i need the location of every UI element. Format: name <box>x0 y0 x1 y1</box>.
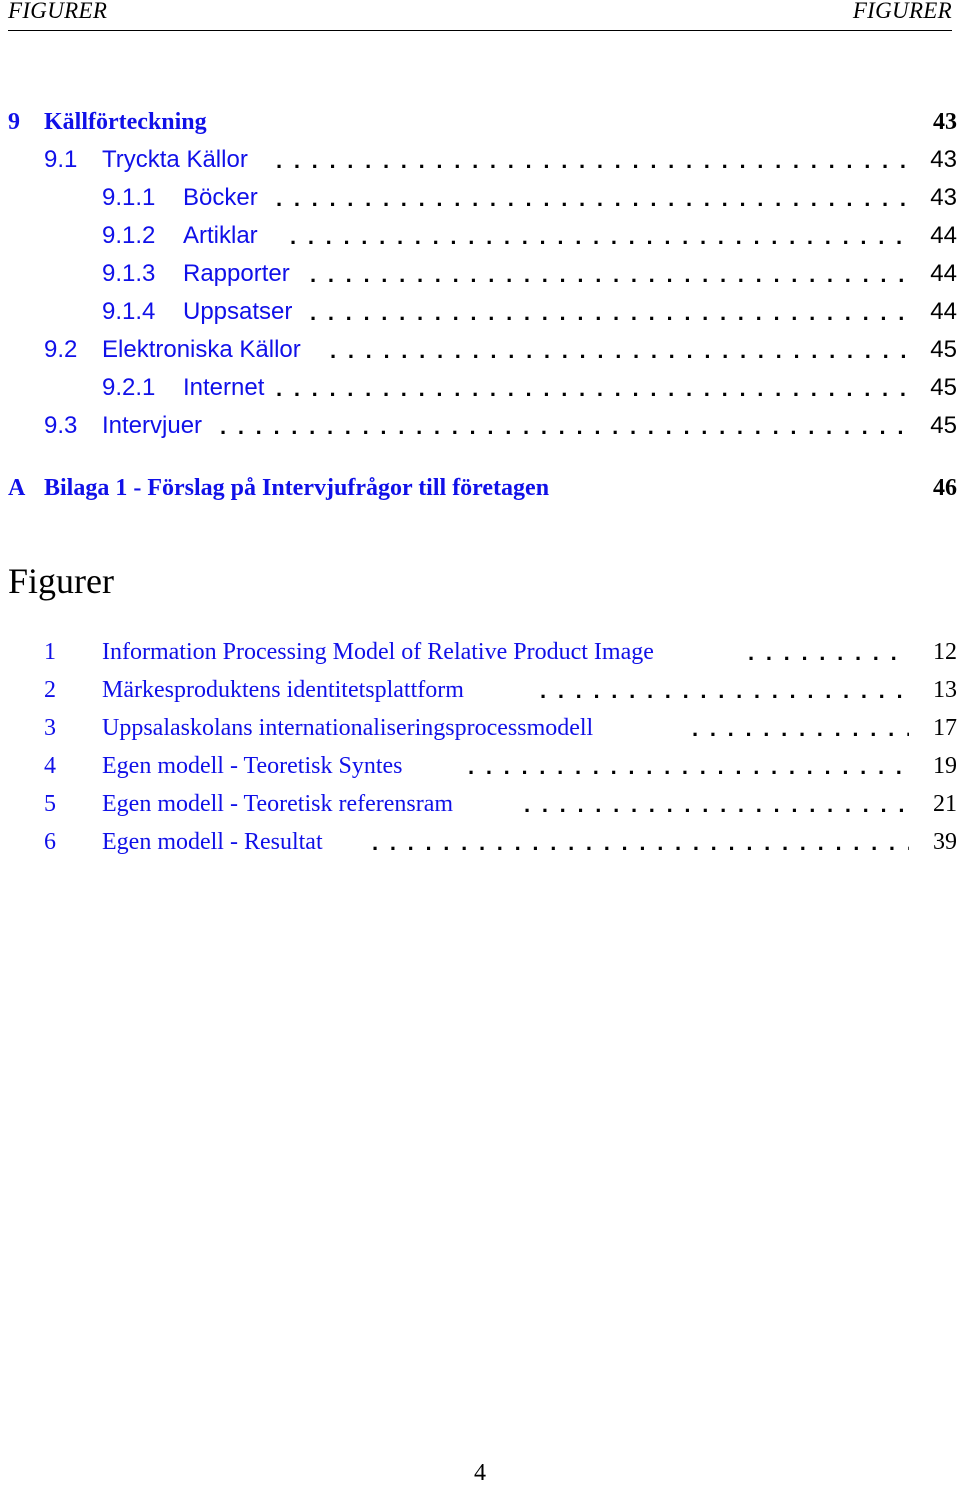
toc-title[interactable]: Uppsatser <box>183 298 293 325</box>
header-rule <box>8 30 952 31</box>
figure-list-entry[interactable] <box>0 750 960 782</box>
toc-title[interactable]: Elektroniska Källor <box>102 336 301 363</box>
toc-leader <box>310 296 909 329</box>
figure-number: 5 <box>44 791 56 817</box>
toc-number: 9.1.3 <box>102 260 156 287</box>
figure-list-entry[interactable] <box>0 636 960 668</box>
toc-page: 43 <box>930 146 957 173</box>
figure-list-entry[interactable] <box>0 712 960 744</box>
toc-title[interactable]: Artiklar <box>183 222 258 249</box>
toc-number: A <box>8 475 26 501</box>
toc-number: 9.1.4 <box>102 298 156 325</box>
toc-subsection-entry[interactable] <box>0 220 960 252</box>
running-head-right: FIGURER <box>852 0 952 23</box>
figure-page: 39 <box>933 829 957 855</box>
toc-section-entry[interactable] <box>0 334 960 366</box>
running-head <box>8 0 952 30</box>
toc-section-entry[interactable] <box>0 144 960 176</box>
toc-page: 45 <box>930 336 957 363</box>
toc-title[interactable]: Internet <box>183 374 265 401</box>
figure-number: 3 <box>44 715 56 741</box>
figure-title[interactable]: Information Processing Model of Relative Product Image <box>102 639 654 665</box>
toc-page: 44 <box>930 222 957 249</box>
figure-page: 12 <box>933 639 957 665</box>
toc-section-entry[interactable] <box>0 410 960 442</box>
toc-title[interactable]: Böcker <box>183 184 258 211</box>
toc-leader <box>748 636 909 669</box>
figure-number: 6 <box>44 829 56 855</box>
toc-subsection-entry[interactable] <box>0 296 960 328</box>
figure-list-entry[interactable] <box>0 674 960 706</box>
toc-title[interactable]: Tryckta Källor <box>102 146 248 173</box>
toc-number: 9 <box>8 109 20 135</box>
figure-title[interactable]: Uppsalaskolans internationaliseringsprocessmodell <box>102 715 594 741</box>
toc-leader <box>276 144 909 177</box>
toc-leader <box>540 674 909 707</box>
toc-number: 9.3 <box>44 412 78 439</box>
toc-leader <box>276 372 909 405</box>
figure-page: 13 <box>933 677 957 703</box>
toc-number: 9.1 <box>44 146 78 173</box>
toc-page: 44 <box>930 298 957 325</box>
toc-number: 9.2 <box>44 336 78 363</box>
toc-leader <box>468 750 909 783</box>
figure-list-entry[interactable] <box>0 826 960 858</box>
toc-page: 43 <box>933 109 957 135</box>
toc-leader <box>372 826 909 859</box>
figure-number: 2 <box>44 677 56 703</box>
toc-leader <box>692 712 909 745</box>
toc-number: 9.1.2 <box>102 222 156 249</box>
toc-subsection-entry[interactable] <box>0 258 960 290</box>
figure-title[interactable]: Märkesproduktens identitetsplattform <box>102 677 464 703</box>
toc-title[interactable]: Bilaga 1 - Förslag på Intervjufrågor till företagen <box>44 475 550 501</box>
toc-leader <box>290 220 909 253</box>
toc-leader <box>310 258 909 291</box>
toc-chapter-entry[interactable] <box>0 106 960 138</box>
toc-page: 46 <box>933 475 957 501</box>
figure-number: 1 <box>44 639 56 665</box>
toc-leader <box>220 410 909 443</box>
toc-title[interactable]: Källförteckning <box>44 109 207 135</box>
toc-number: 9.2.1 <box>102 374 156 401</box>
toc-page: 44 <box>930 260 957 287</box>
toc-leader <box>524 788 909 821</box>
figure-title[interactable]: Egen modell - Teoretisk referensram <box>102 791 454 817</box>
toc-page: 43 <box>930 184 957 211</box>
toc-page: 45 <box>930 412 957 439</box>
toc-leader <box>330 334 909 367</box>
toc-appendix-entry[interactable] <box>0 472 960 504</box>
toc-number: 9.1.1 <box>102 184 156 211</box>
figure-title[interactable]: Egen modell - Teoretisk Syntes <box>102 753 403 779</box>
figure-page: 21 <box>933 791 957 817</box>
figure-page: 19 <box>933 753 957 779</box>
figure-list-entry[interactable] <box>0 788 960 820</box>
toc-page: 45 <box>930 374 957 401</box>
toc-title[interactable]: Intervjuer <box>102 412 203 439</box>
page-number: 4 <box>474 1460 486 1486</box>
running-head-left: FIGURER <box>8 0 108 23</box>
figure-page: 17 <box>933 715 957 741</box>
toc-subsection-entry[interactable] <box>0 372 960 404</box>
figure-number: 4 <box>44 753 56 779</box>
toc-subsection-entry[interactable] <box>0 182 960 214</box>
toc-title[interactable]: Rapporter <box>183 260 290 287</box>
figures-heading: Figurer <box>8 561 114 601</box>
toc-leader <box>276 182 909 215</box>
figure-title[interactable]: Egen modell - Resultat <box>102 829 323 855</box>
